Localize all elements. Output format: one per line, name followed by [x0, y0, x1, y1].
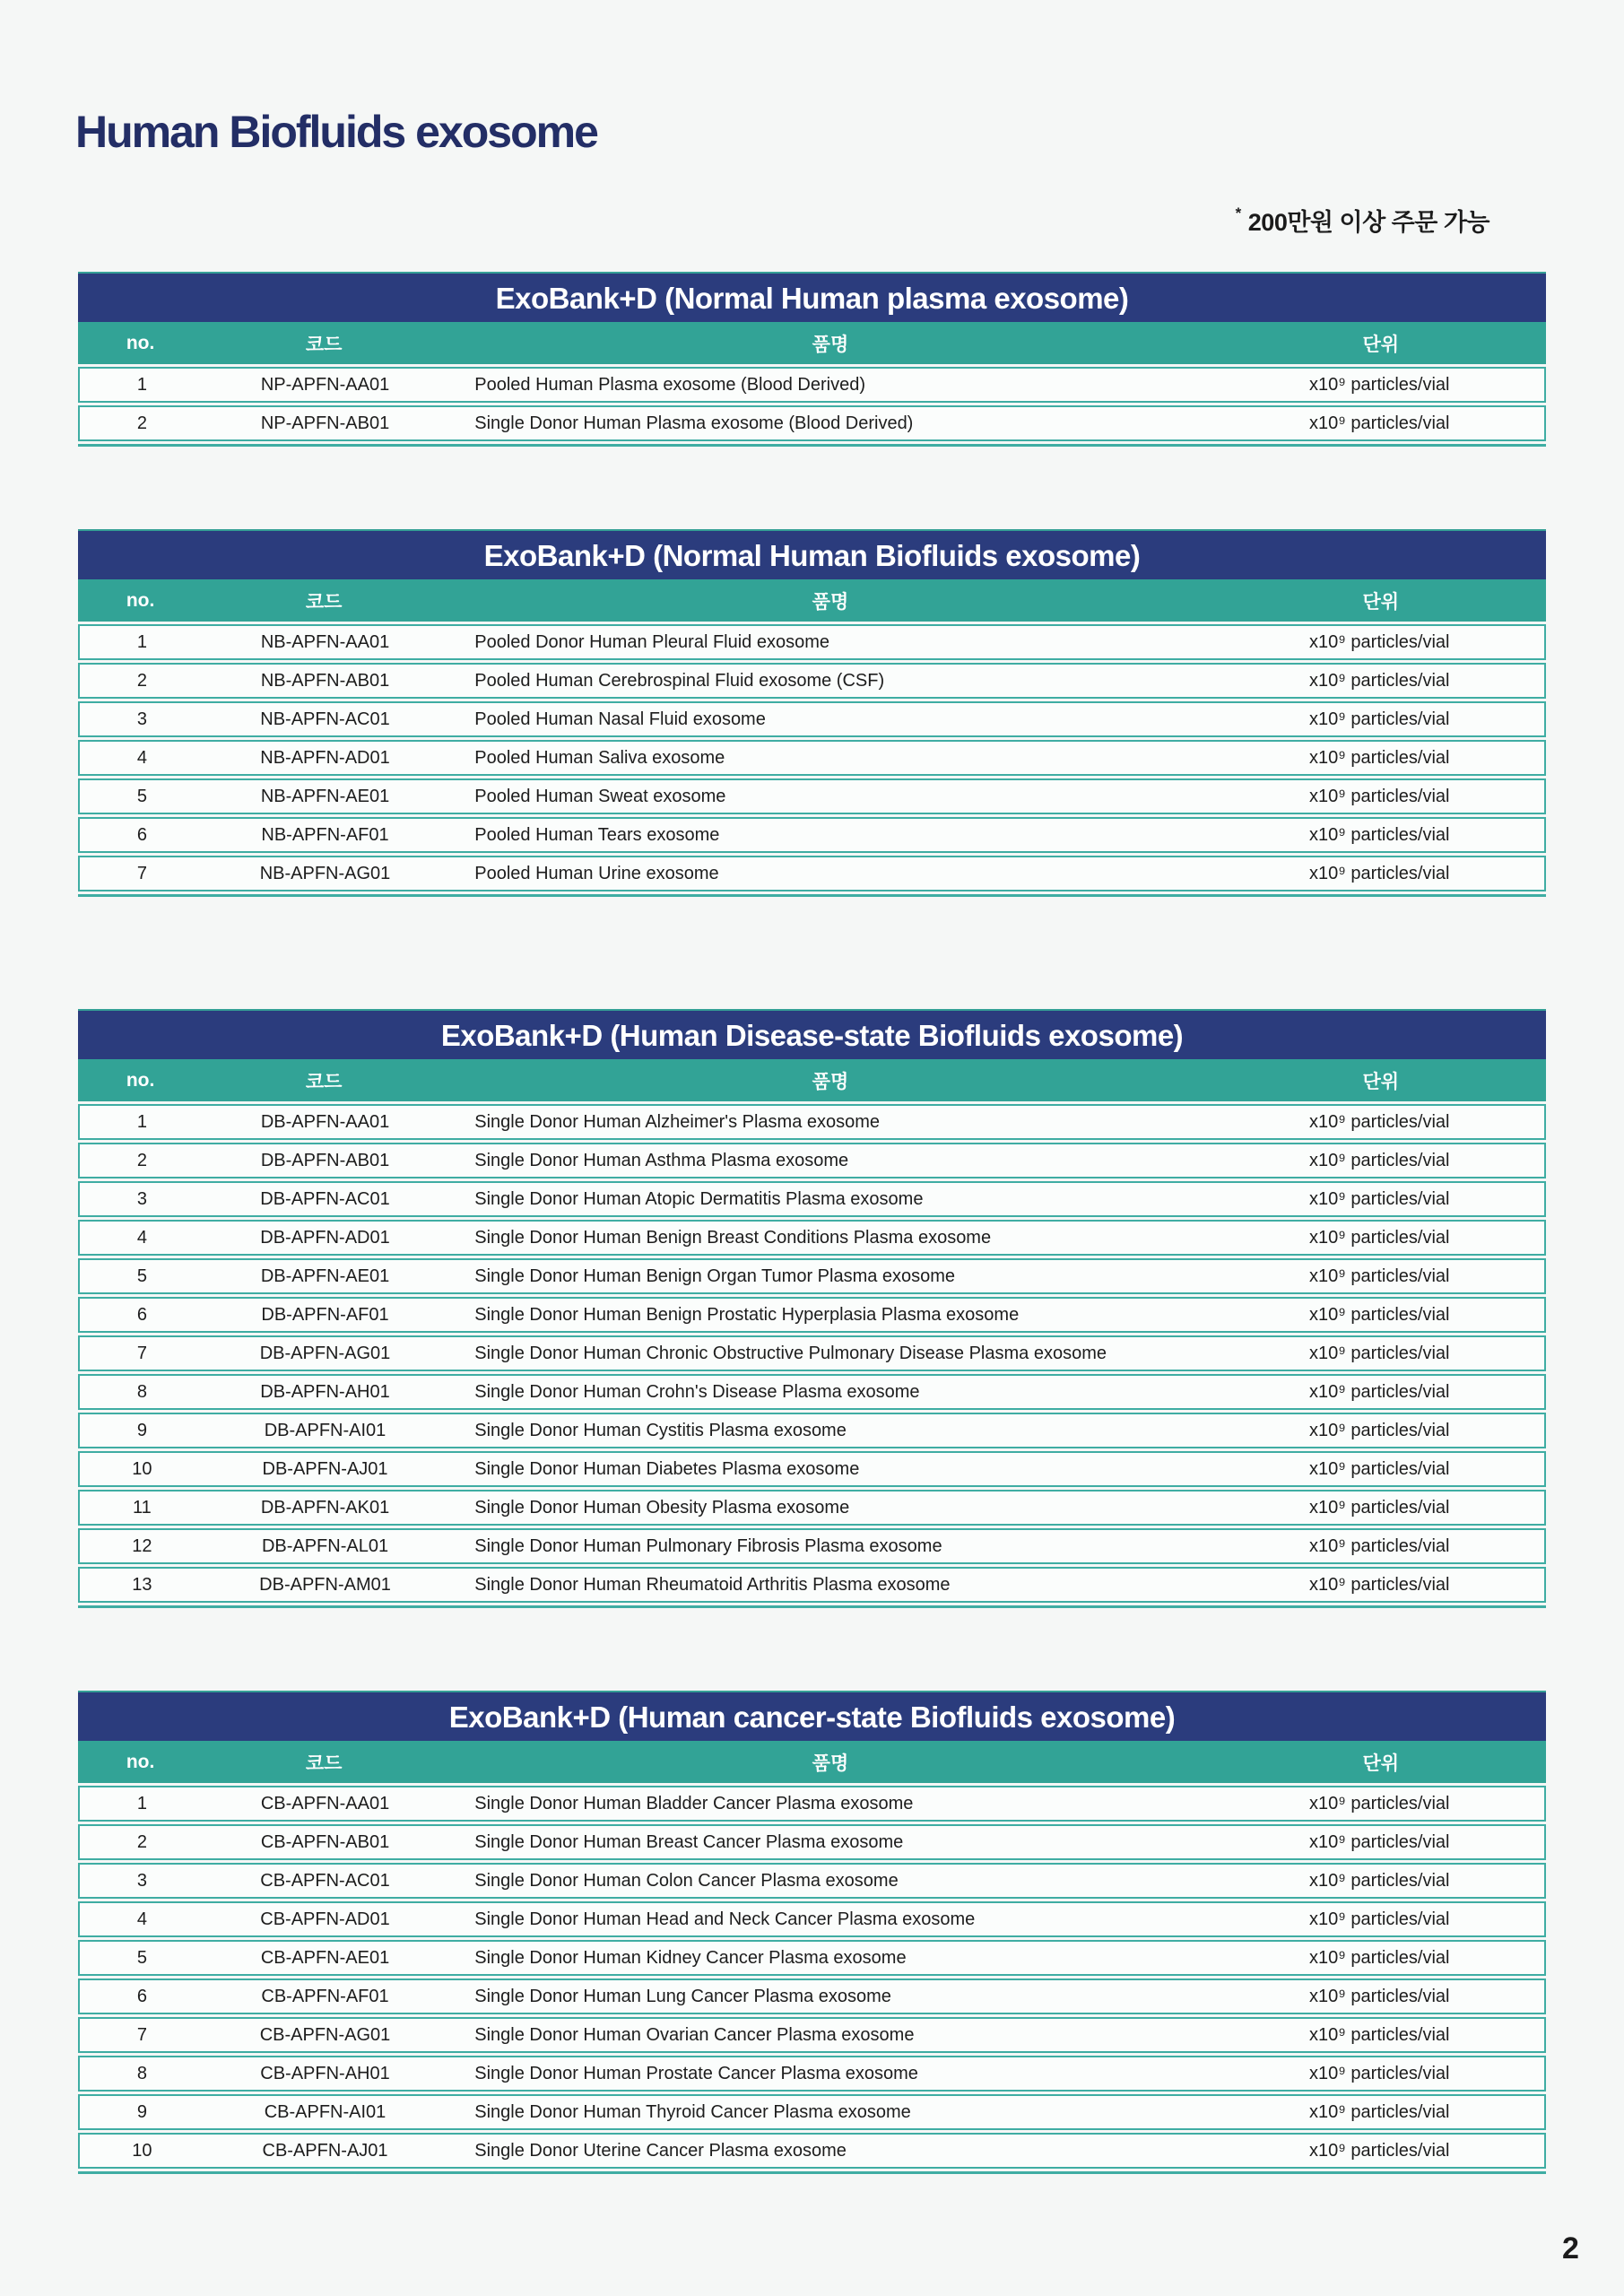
row-code: DB-APFN-AK01 — [260, 1497, 390, 1518]
row-no: 2 — [136, 1150, 147, 1170]
product-table — [78, 1009, 1546, 1608]
row-unit: x10⁹ particles/vial — [1309, 824, 1450, 845]
table-rows — [78, 1104, 1546, 1603]
row-name: Single Donor Human Ovarian Cancer Plasma exosome — [474, 2024, 915, 2045]
row-no: 10 — [132, 2140, 152, 2161]
row-no: 9 — [136, 2101, 147, 2122]
row-unit: x10⁹ particles/vial — [1309, 1111, 1450, 1132]
column-header-name: 품명 — [812, 591, 849, 613]
row-name: Pooled Human Tears exosome — [474, 824, 720, 845]
table-row — [78, 1863, 1546, 1899]
row-unit: x10⁹ particles/vial — [1309, 1986, 1450, 2006]
row-code: DB-APFN-AC01 — [260, 1188, 390, 1209]
row-no: 12 — [132, 1535, 152, 1556]
table-row — [78, 1490, 1546, 1526]
column-header-name: 품명 — [812, 1071, 849, 1092]
column-header-no: no. — [126, 1069, 155, 1091]
row-code: CB-APFN-AJ01 — [262, 2140, 388, 2161]
table-row — [78, 701, 1546, 737]
table-row — [78, 1181, 1546, 1217]
row-unit: x10⁹ particles/vial — [1309, 413, 1450, 433]
row-code: DB-APFN-AI01 — [264, 1420, 386, 1440]
row-no: 8 — [136, 1381, 147, 1402]
row-name: Single Donor Uterine Cancer Plasma exosome — [474, 2140, 847, 2161]
column-header-code: 코드 — [305, 1752, 343, 1774]
table-row — [78, 1104, 1546, 1140]
table-row — [78, 1940, 1546, 1976]
table-row — [78, 1297, 1546, 1333]
table-row — [78, 1824, 1546, 1860]
table-row — [78, 1143, 1546, 1178]
row-code: CB-APFN-AC01 — [260, 1870, 390, 1891]
table-row — [78, 2094, 1546, 2130]
row-name: Single Donor Human Asthma Plasma exosome — [474, 1150, 849, 1170]
row-no: 8 — [136, 2063, 147, 2083]
row-unit: x10⁹ particles/vial — [1309, 1947, 1450, 1968]
row-name: Single Donor Human Atopic Dermatitis Plasma exosome — [474, 1188, 924, 1209]
table-rows — [78, 1786, 1546, 2169]
row-unit: x10⁹ particles/vial — [1309, 374, 1450, 395]
order-note — [1236, 203, 1489, 238]
row-name: Single Donor Human Obesity Plasma exosome — [474, 1497, 850, 1518]
row-code: NB-APFN-AA01 — [260, 631, 390, 652]
row-name: Single Donor Human Lung Cancer Plasma exosome — [474, 1986, 891, 2006]
table-row — [78, 1979, 1546, 2014]
table-row — [78, 624, 1546, 660]
table-row — [78, 367, 1546, 403]
table-row — [78, 663, 1546, 699]
row-no: 2 — [136, 670, 147, 691]
row-name: Pooled Donor Human Pleural Fluid exosome — [474, 631, 829, 652]
row-code: NP-APFN-AB01 — [260, 413, 390, 433]
row-unit: x10⁹ particles/vial — [1309, 863, 1450, 883]
row-code: CB-APFN-AI01 — [264, 2101, 386, 2122]
row-unit: x10⁹ particles/vial — [1309, 1497, 1450, 1518]
table-row — [78, 1567, 1546, 1603]
row-name: Single Donor Human Colon Cancer Plasma exosome — [474, 1870, 899, 1891]
row-code: DB-APFN-AJ01 — [262, 1458, 388, 1479]
column-header-no: no. — [126, 1751, 155, 1772]
table-row — [78, 856, 1546, 891]
table-title: ExoBank+D (Normal Human Biofluids exosome) — [78, 529, 1546, 579]
row-no: 7 — [136, 863, 147, 883]
row-code: DB-APFN-AM01 — [259, 1574, 391, 1595]
row-unit: x10⁹ particles/vial — [1309, 1420, 1450, 1440]
column-header-no: no. — [126, 589, 155, 611]
row-unit: x10⁹ particles/vial — [1309, 747, 1450, 768]
row-unit: x10⁹ particles/vial — [1309, 1458, 1450, 1479]
row-name: Single Donor Human Alzheimer's Plasma exosome — [474, 1111, 881, 1132]
row-code: NB-APFN-AD01 — [260, 747, 390, 768]
column-header-name: 품명 — [812, 1752, 849, 1774]
column-header-unit: 단위 — [1362, 334, 1400, 355]
row-code: CB-APFN-AH01 — [260, 2063, 390, 2083]
row-name: Pooled Human Saliva exosome — [474, 747, 725, 768]
row-code: CB-APFN-AA01 — [260, 1793, 390, 1813]
row-no: 2 — [136, 1831, 147, 1852]
row-name: Single Donor Human Benign Organ Tumor Plasma exosome — [474, 1265, 956, 1286]
row-no: 7 — [136, 2024, 147, 2045]
table-row — [78, 2017, 1546, 2053]
row-name: Single Donor Human Bladder Cancer Plasma exosome — [474, 1793, 914, 1813]
row-code: NB-APFN-AF01 — [261, 824, 389, 845]
table-row — [78, 405, 1546, 441]
column-header-name: 품명 — [812, 334, 849, 355]
row-unit: x10⁹ particles/vial — [1309, 1909, 1450, 1929]
row-name: Single Donor Human Thyroid Cancer Plasma exosome — [474, 2101, 911, 2122]
row-code: CB-APFN-AF01 — [261, 1986, 389, 2006]
row-name: Single Donor Human Crohn's Disease Plasma exosome — [474, 1381, 920, 1402]
table-bottom-rule — [78, 2171, 1546, 2174]
table-row — [78, 740, 1546, 776]
row-no: 11 — [133, 1497, 152, 1518]
row-no: 1 — [136, 374, 147, 395]
row-code: DB-APFN-AB01 — [260, 1150, 390, 1170]
row-name: Single Donor Human Chronic Obstructive Pulmonary Disease Plasma exosome — [474, 1343, 1107, 1363]
row-code: CB-APFN-AG01 — [259, 2024, 391, 2045]
column-header-unit: 단위 — [1362, 1752, 1400, 1774]
row-unit: x10⁹ particles/vial — [1309, 1870, 1450, 1891]
table-row — [78, 778, 1546, 814]
table-rows — [78, 367, 1546, 441]
table-column-header — [78, 1059, 1546, 1101]
table-row — [78, 1901, 1546, 1937]
row-no: 4 — [136, 747, 147, 768]
row-no: 3 — [136, 1870, 147, 1891]
table-column-header — [78, 322, 1546, 364]
table-title: ExoBank+D (Human Disease-state Biofluids exosome) — [78, 1009, 1546, 1059]
row-unit: x10⁹ particles/vial — [1309, 1150, 1450, 1170]
row-code: NB-APFN-AC01 — [260, 709, 390, 729]
row-no: 3 — [136, 1188, 147, 1209]
row-no: 1 — [136, 1111, 147, 1132]
row-unit: x10⁹ particles/vial — [1309, 2063, 1450, 2083]
row-name: Single Donor Human Breast Cancer Plasma exosome — [474, 1831, 904, 1852]
row-unit: x10⁹ particles/vial — [1309, 1831, 1450, 1852]
column-header-unit: 단위 — [1362, 1071, 1400, 1092]
row-name: Single Donor Human Prostate Cancer Plasma exosome — [474, 2063, 918, 2083]
row-code: DB-APFN-AD01 — [260, 1227, 390, 1248]
column-header-code: 코드 — [305, 591, 343, 613]
row-code: DB-APFN-AE01 — [260, 1265, 390, 1286]
row-no: 5 — [136, 786, 147, 806]
row-code: DB-APFN-AF01 — [261, 1304, 389, 1325]
row-name: Single Donor Human Kidney Cancer Plasma exosome — [474, 1947, 907, 1968]
row-code: CB-APFN-AE01 — [260, 1947, 390, 1968]
row-code: CB-APFN-AD01 — [260, 1909, 390, 1929]
row-code: DB-APFN-AG01 — [259, 1343, 391, 1363]
row-no: 9 — [136, 1420, 147, 1440]
table-rows — [78, 624, 1546, 891]
row-unit: x10⁹ particles/vial — [1309, 1574, 1450, 1595]
table-title: ExoBank+D (Normal Human plasma exosome) — [78, 272, 1546, 322]
order-note-text: 200만원 이상 주문 가능 — [1247, 209, 1489, 236]
row-unit: x10⁹ particles/vial — [1309, 2101, 1450, 2122]
table-row — [78, 1413, 1546, 1448]
row-no: 13 — [132, 1574, 152, 1595]
order-note-marker: * — [1235, 204, 1241, 222]
row-no: 1 — [136, 631, 147, 652]
table-column-header — [78, 1741, 1546, 1783]
table-row — [78, 2056, 1546, 2092]
row-code: NB-APFN-AG01 — [259, 863, 391, 883]
row-unit: x10⁹ particles/vial — [1309, 1793, 1450, 1813]
row-unit: x10⁹ particles/vial — [1309, 1535, 1450, 1556]
row-code: NB-APFN-AB01 — [260, 670, 390, 691]
row-unit: x10⁹ particles/vial — [1309, 1381, 1450, 1402]
row-no: 6 — [136, 824, 147, 845]
table-row — [78, 1528, 1546, 1564]
row-no: 5 — [136, 1947, 147, 1968]
product-table — [78, 272, 1546, 447]
table-row — [78, 1451, 1546, 1487]
table-row — [78, 817, 1546, 853]
row-no: 10 — [132, 1458, 152, 1479]
row-name: Pooled Human Urine exosome — [474, 863, 719, 883]
table-bottom-rule — [78, 1605, 1546, 1608]
row-no: 4 — [136, 1227, 147, 1248]
column-header-no: no. — [126, 332, 155, 353]
row-name: Single Donor Human Benign Breast Conditions Plasma exosome — [474, 1227, 992, 1248]
row-no: 3 — [136, 709, 147, 729]
row-code: NB-APFN-AE01 — [260, 786, 390, 806]
row-unit: x10⁹ particles/vial — [1309, 670, 1450, 691]
row-name: Single Donor Human Plasma exosome (Blood Derived) — [474, 413, 914, 433]
table-row — [78, 1374, 1546, 1410]
row-name: Single Donor Human Diabetes Plasma exosome — [474, 1458, 860, 1479]
row-name: Single Donor Human Head and Neck Cancer Plasma exosome — [474, 1909, 976, 1929]
table-column-header — [78, 579, 1546, 622]
product-table — [78, 1691, 1546, 2174]
table-row — [78, 1258, 1546, 1294]
row-code: DB-APFN-AL01 — [261, 1535, 389, 1556]
row-name: Single Donor Human Rheumatoid Arthritis Plasma exosome — [474, 1574, 951, 1595]
page-number: 2 — [1562, 2231, 1579, 2266]
row-name: Single Donor Human Cystitis Plasma exosome — [474, 1420, 847, 1440]
row-no: 6 — [136, 1304, 147, 1325]
row-no: 1 — [136, 1793, 147, 1813]
row-no: 2 — [136, 413, 147, 433]
row-no: 6 — [136, 1986, 147, 2006]
row-name: Single Donor Human Benign Prostatic Hyperplasia Plasma exosome — [474, 1304, 1020, 1325]
row-unit: x10⁹ particles/vial — [1309, 786, 1450, 806]
row-unit: x10⁹ particles/vial — [1309, 1265, 1450, 1286]
row-code: DB-APFN-AH01 — [260, 1381, 390, 1402]
column-header-unit: 단위 — [1362, 591, 1400, 613]
row-unit: x10⁹ particles/vial — [1309, 1188, 1450, 1209]
row-no: 4 — [136, 1909, 147, 1929]
row-no: 7 — [136, 1343, 147, 1363]
row-unit: x10⁹ particles/vial — [1309, 2024, 1450, 2045]
table-row — [78, 1335, 1546, 1371]
row-unit: x10⁹ particles/vial — [1309, 1343, 1450, 1363]
row-code: CB-APFN-AB01 — [260, 1831, 390, 1852]
table-bottom-rule — [78, 894, 1546, 897]
row-no: 5 — [136, 1265, 147, 1286]
row-unit: x10⁹ particles/vial — [1309, 2140, 1450, 2161]
row-code: DB-APFN-AA01 — [260, 1111, 390, 1132]
row-unit: x10⁹ particles/vial — [1309, 1227, 1450, 1248]
table-row — [78, 2133, 1546, 2169]
table-row — [78, 1220, 1546, 1256]
row-name: Pooled Human Cerebrospinal Fluid exosome (CSF) — [474, 670, 885, 691]
column-header-code: 코드 — [305, 334, 343, 355]
row-unit: x10⁹ particles/vial — [1309, 1304, 1450, 1325]
column-header-code: 코드 — [305, 1071, 343, 1092]
table-bottom-rule — [78, 444, 1546, 447]
row-unit: x10⁹ particles/vial — [1309, 631, 1450, 652]
row-code: NP-APFN-AA01 — [260, 374, 390, 395]
row-unit: x10⁹ particles/vial — [1309, 709, 1450, 729]
row-name: Pooled Human Sweat exosome — [474, 786, 726, 806]
row-name: Pooled Human Plasma exosome (Blood Derived) — [474, 374, 865, 395]
page-title: Human Biofluids exosome — [75, 107, 597, 157]
table-row — [78, 1786, 1546, 1822]
row-name: Pooled Human Nasal Fluid exosome — [474, 709, 766, 729]
table-title: ExoBank+D (Human cancer-state Biofluids exosome) — [78, 1691, 1546, 1741]
product-table — [78, 529, 1546, 897]
row-name: Single Donor Human Pulmonary Fibrosis Plasma exosome — [474, 1535, 942, 1556]
